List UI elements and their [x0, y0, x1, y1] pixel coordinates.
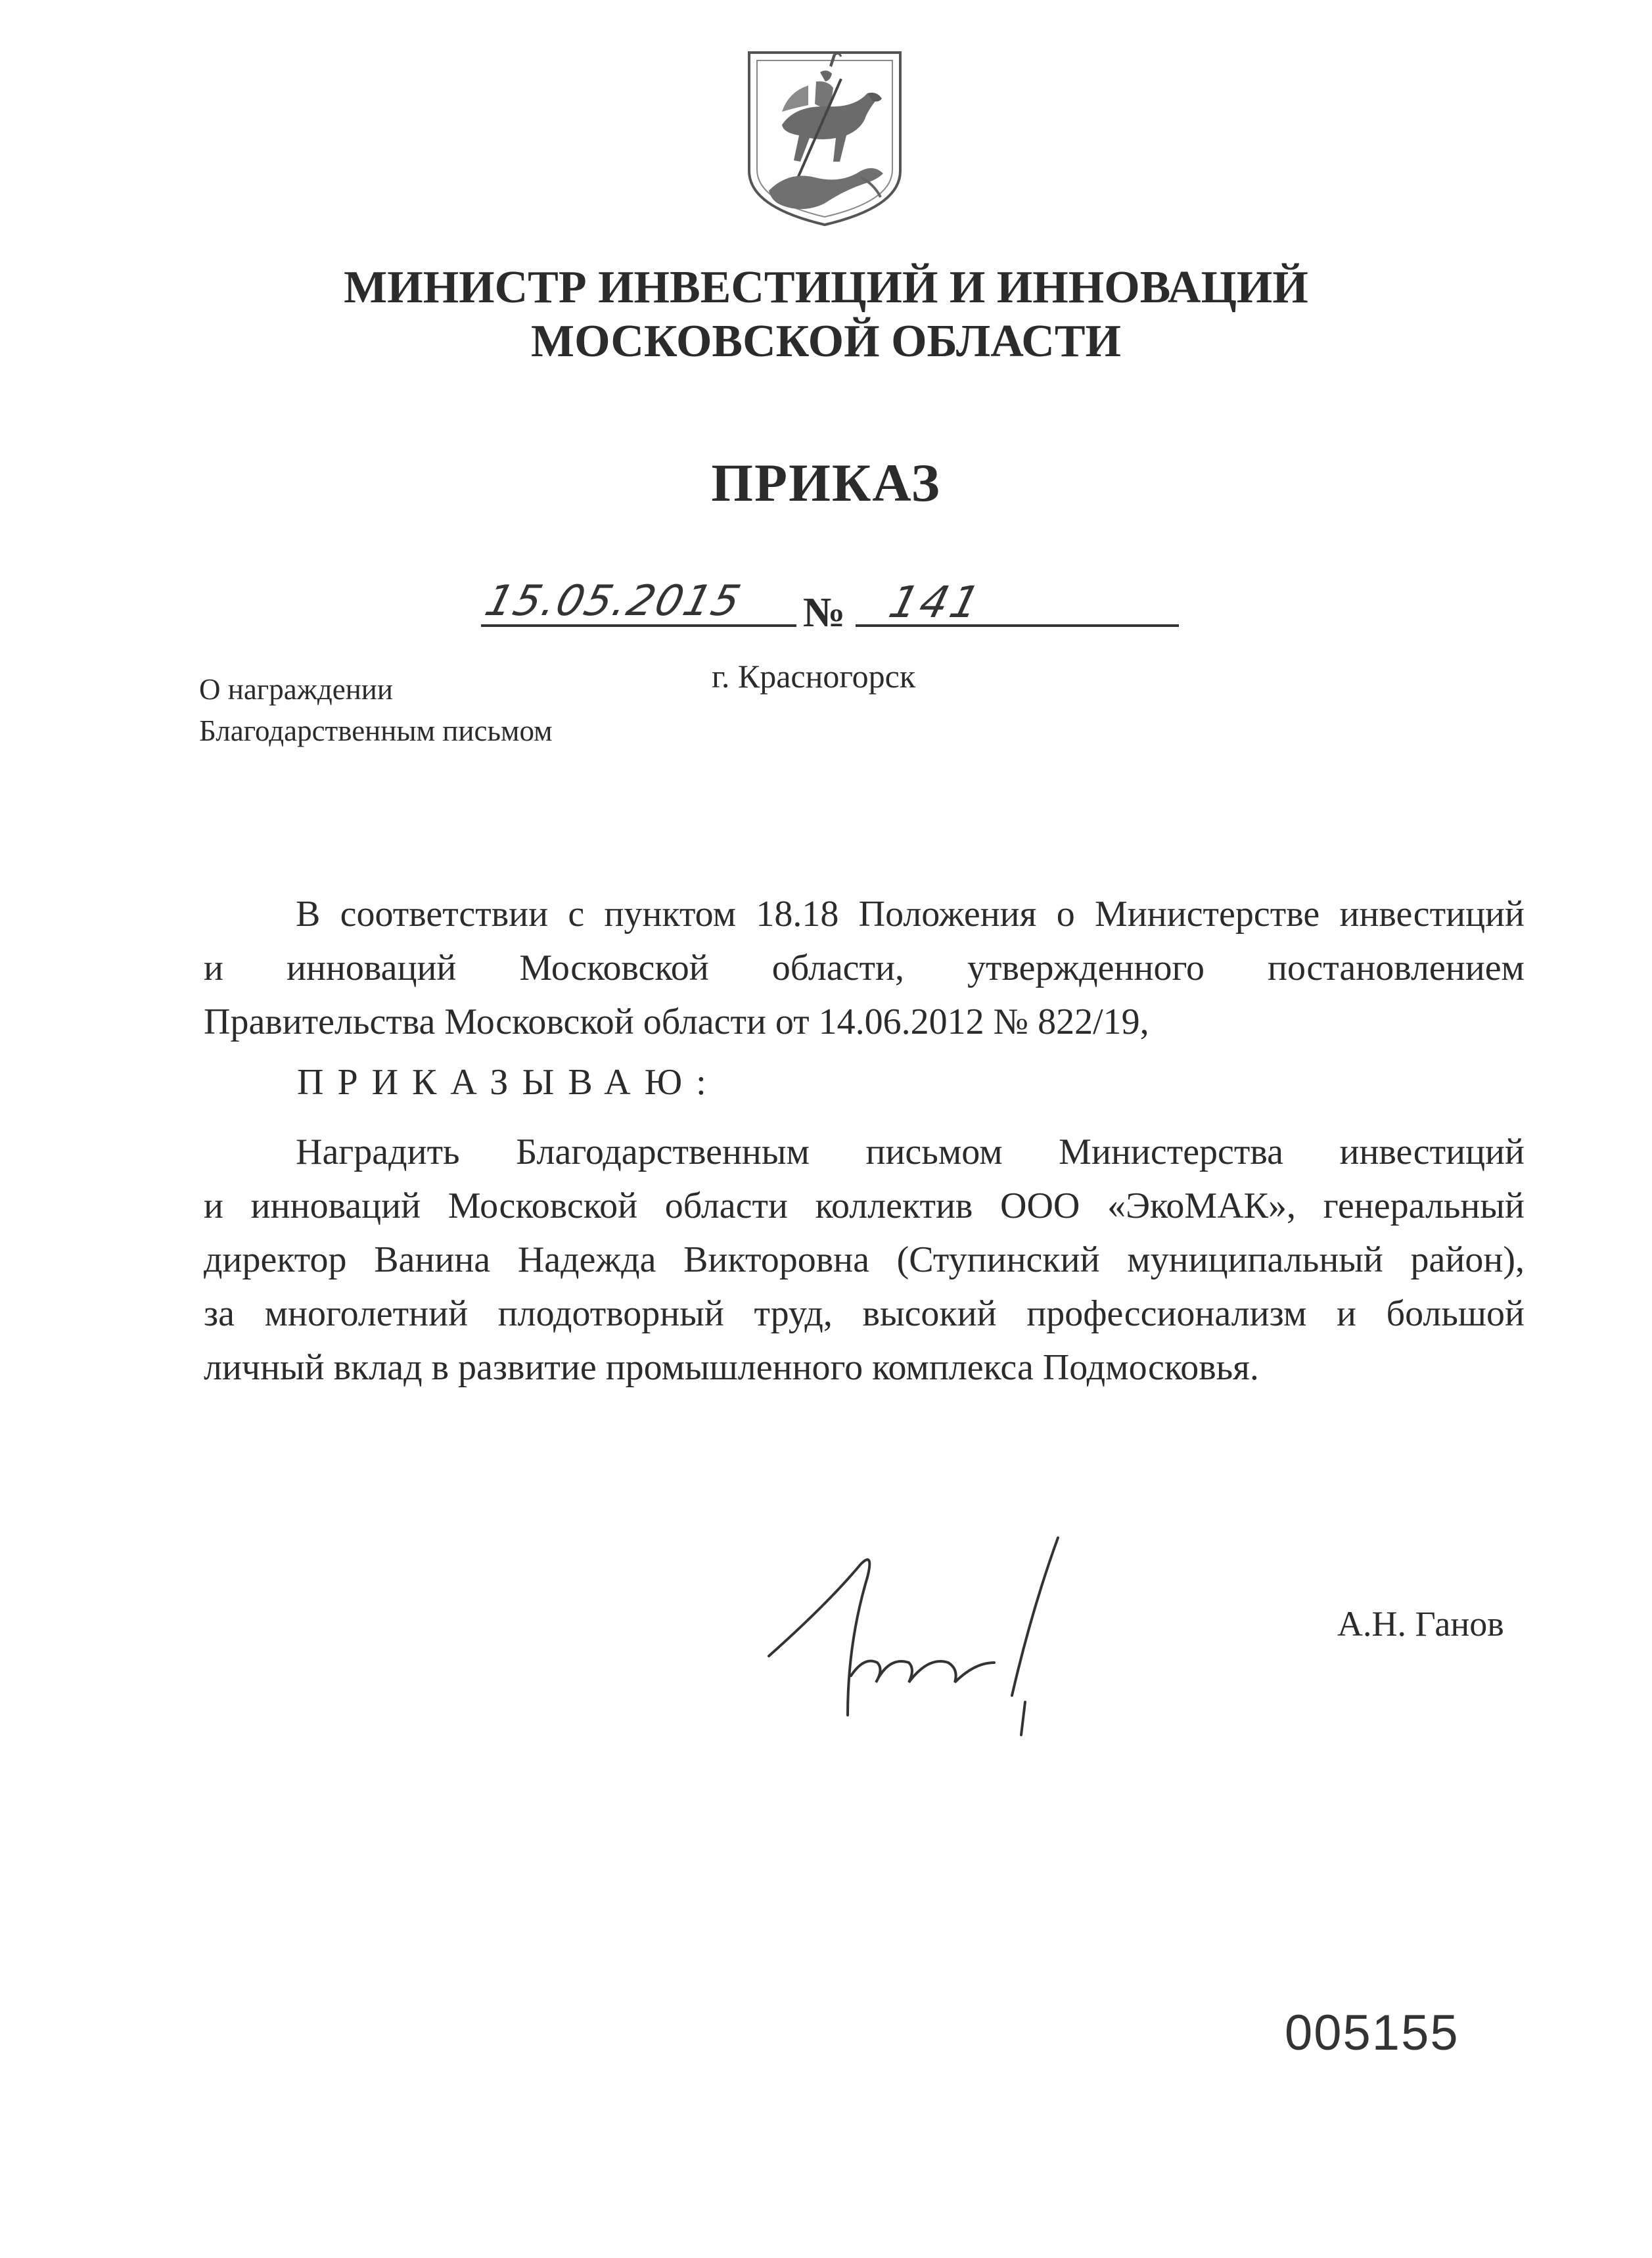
- date-underline: [481, 624, 796, 627]
- subject-line: Благодарственным письмом: [199, 714, 553, 747]
- paragraph-line: директор Ванина Надежда Викторовна (Ступинский муниципальный район),: [204, 1239, 1525, 1280]
- number-underline: [856, 624, 1179, 627]
- subject-heading: [199, 669, 553, 752]
- organization-name-line1: МИНИСТР ИНВЕСТИЦИЙ И ИННОВАЦИЙ: [344, 262, 1308, 313]
- paragraph-line: Наградить Благодарственным письмом Министерства инвестиций: [296, 1132, 1525, 1172]
- number-sign: №: [803, 589, 846, 635]
- award-paragraph: [204, 1125, 1525, 1394]
- paragraph-line: В соответствии с пунктом 18.18 Положения о Министерстве инвестиций: [296, 894, 1525, 934]
- paragraph-line: Правительства Московской области от 14.06.2012 № 822/19,: [204, 1002, 1149, 1042]
- handwritten-number: 141: [884, 577, 988, 628]
- basis-paragraph: [204, 887, 1525, 1049]
- registration-number: 005155: [1285, 2005, 1459, 2061]
- coat-of-arms-icon: [743, 46, 907, 230]
- organization-name-line2: МОСКОВСКОЙ ОБЛАСТИ: [531, 316, 1121, 367]
- paragraph-line: личный вклад в развитие промышленного комплекса Подмосковья.: [204, 1347, 1259, 1388]
- paragraph-line: за многолетний плодотворный труд, высокий профессионализм и большой: [204, 1293, 1525, 1334]
- paragraph-line: и инноваций Московской области, утвержденного постановлением: [204, 948, 1525, 988]
- handwritten-date: 15.05.2015: [480, 577, 746, 626]
- orders-heading: ПРИКАЗЫВАЮ:: [297, 1062, 720, 1103]
- city-name: г. Красногорск: [712, 658, 916, 695]
- subject-line: О награждении: [199, 673, 393, 706]
- document-title: ПРИКАЗ: [711, 453, 941, 513]
- paragraph-line: и инноваций Московской области коллектив ООО «ЭкоМАК», генеральный: [204, 1186, 1525, 1226]
- signature-icon: [749, 1525, 1117, 1748]
- signer-name: А.Н. Ганов: [1337, 1604, 1504, 1644]
